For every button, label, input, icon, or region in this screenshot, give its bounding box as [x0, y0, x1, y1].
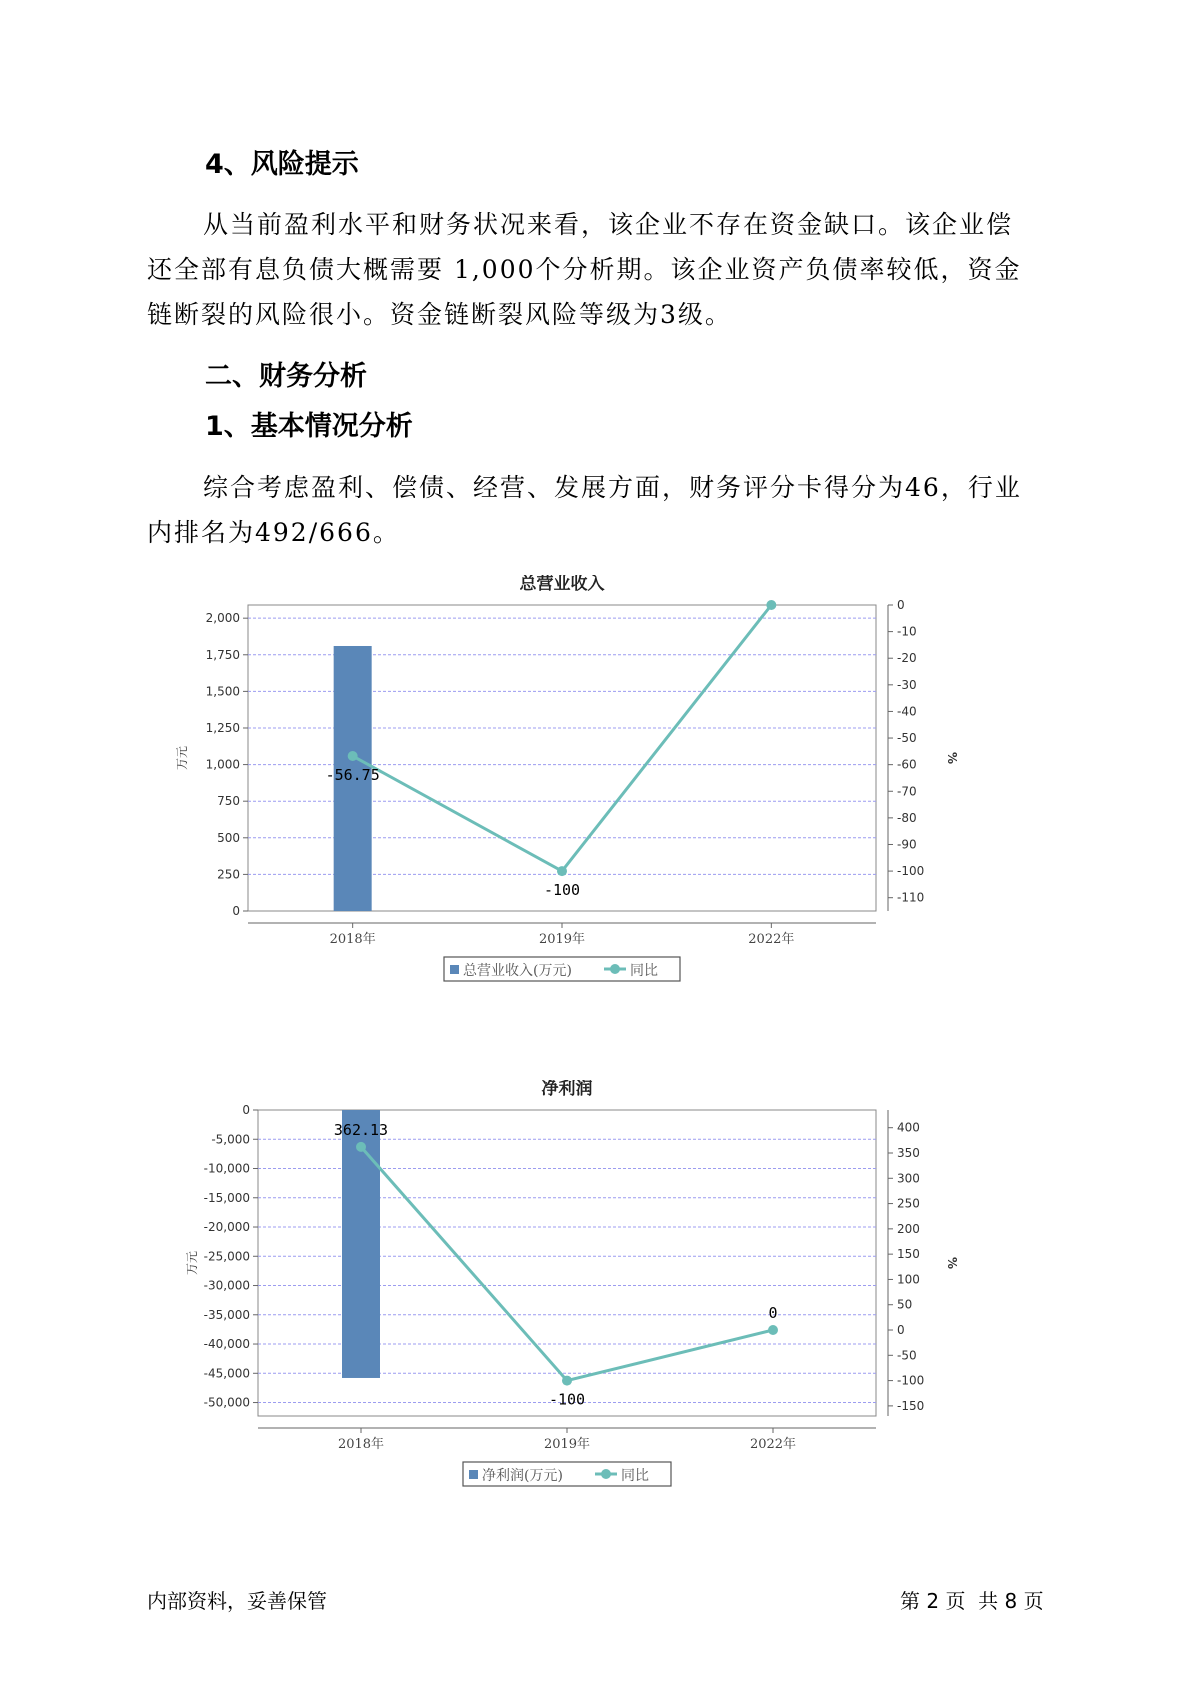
risk-paragraph: [147, 202, 1047, 337]
legend-bar-swatch: [450, 965, 459, 974]
legend-line-marker: [601, 1469, 611, 1479]
y-tick-label: 0: [242, 1103, 250, 1117]
revenue-chart: [170, 575, 1050, 1035]
y-tick-label: 1,750: [205, 647, 240, 662]
y-tick-label: -45,000: [203, 1366, 250, 1381]
y-tick-label: -30,000: [203, 1278, 250, 1293]
y-tick-label: -20,000: [203, 1220, 250, 1235]
y2-tick-label: 400: [897, 1120, 920, 1135]
y-tick-label: -25,000: [203, 1249, 250, 1264]
net-profit-chart-svg: [170, 1080, 1050, 1540]
legend-line-label: 同比: [630, 963, 658, 979]
y2-tick-label: 350: [897, 1145, 920, 1160]
y2-tick-label: -90: [897, 837, 917, 852]
data-label: 362.13: [333, 1120, 389, 1139]
y-axis-label: 万元: [185, 1250, 199, 1276]
basic-analysis-heading: 1、基本情况分析: [205, 411, 413, 442]
y2-tick-label: 0: [897, 1323, 905, 1338]
line-point: [356, 1142, 366, 1152]
y-tick-label: 1,500: [205, 684, 240, 699]
net-profit-chart: [170, 1080, 1050, 1540]
y2-tick-label: -50: [897, 1348, 917, 1363]
revenue-chart-svg: [170, 575, 1050, 1035]
score-line-2: 内排名为492/666。: [147, 518, 400, 547]
y2-tick-label: -60: [897, 757, 917, 772]
chart-title: 净利润: [541, 1080, 593, 1099]
y2-tick-label: -80: [897, 810, 917, 825]
y2-tick-label: 50: [897, 1297, 913, 1312]
y2-tick-label: -20: [897, 651, 917, 666]
y2-tick-label: 100: [897, 1272, 920, 1287]
score-line-1: 综合考虑盈利、偿债、经营、发展方面，财务评分卡得分为46，行业: [203, 473, 1022, 502]
footer-confidential: 内部资料，妥善保管: [147, 1589, 327, 1613]
y2-axis-label: %: [945, 751, 959, 765]
y-tick-label: 750: [217, 794, 240, 809]
data-label: -56.75: [325, 766, 380, 785]
y2-tick-label: -10: [897, 624, 917, 639]
y2-tick-label: -50: [897, 731, 917, 746]
y-axis-label: 万元: [175, 745, 189, 771]
x-tick-label: 2018年: [329, 932, 376, 947]
data-label: -100: [548, 1390, 586, 1409]
y-tick-label: -35,000: [203, 1307, 250, 1322]
y2-tick-label: -100: [897, 1373, 925, 1388]
x-tick-label: 2022年: [748, 932, 795, 947]
line-point: [348, 751, 358, 761]
y-tick-label: 2,000: [205, 611, 240, 626]
score-paragraph: [147, 465, 1047, 555]
y2-tick-label: 300: [897, 1171, 920, 1186]
y-tick-label: -50,000: [203, 1395, 250, 1410]
line-point: [766, 600, 776, 610]
line-point: [562, 1376, 572, 1386]
y2-tick-label: -70: [897, 784, 917, 799]
y2-tick-label: 0: [897, 598, 905, 612]
risk-line-1: 从当前盈利水平和财务状况来看，该企业不存在资金缺口。该企业偿: [203, 210, 1014, 239]
risk-line-2: 还全部有息负债大概需要 1,000个分析期。该企业资产负债率较低，资金: [147, 255, 1022, 284]
legend-line-label: 同比: [621, 1468, 649, 1484]
legend-bar-swatch: [469, 1470, 478, 1479]
footer-page-number: 第 2 页 共 8 页: [900, 1589, 1044, 1613]
y2-tick-label: -30: [897, 677, 917, 692]
data-label: 0: [768, 1304, 778, 1323]
x-tick-label: 2019年: [538, 932, 586, 947]
y2-tick-label: -40: [897, 704, 917, 719]
section-4-heading: 4、风险提示: [205, 149, 359, 180]
y-tick-label: -40,000: [203, 1337, 250, 1352]
y-tick-label: -15,000: [203, 1190, 250, 1205]
chart-title: 总营业收入: [519, 575, 605, 594]
y-tick-label: -5,000: [211, 1132, 250, 1147]
y2-tick-label: 200: [897, 1221, 920, 1236]
y2-tick-label: -110: [897, 890, 925, 905]
y-tick-label: 1,250: [205, 720, 240, 735]
y-tick-label: -10,000: [203, 1161, 250, 1176]
financial-analysis-heading: 二、财务分析: [205, 361, 367, 392]
legend-bar-label: 总营业收入(万元): [463, 963, 572, 979]
y-tick-label: 0: [232, 904, 240, 918]
risk-line-3: 链断裂的风险很小。资金链断裂风险等级为3级。: [147, 300, 732, 329]
y2-tick-label: -150: [897, 1398, 925, 1413]
y-tick-label: 1,000: [205, 757, 240, 772]
x-tick-label: 2018年: [337, 1437, 385, 1452]
x-tick-label: 2019年: [543, 1437, 591, 1452]
y-tick-label: 250: [217, 867, 240, 882]
data-label: -100: [543, 881, 581, 900]
y2-tick-label: -100: [897, 864, 925, 879]
y2-tick-label: 150: [897, 1247, 920, 1262]
y2-axis-label: %: [945, 1256, 959, 1270]
x-tick-label: 2022年: [749, 1437, 797, 1452]
legend-bar-label: 净利润(万元): [482, 1468, 563, 1484]
line-point: [557, 866, 567, 876]
y-tick-label: 500: [217, 830, 240, 845]
line-point: [768, 1325, 778, 1335]
y2-tick-label: 250: [897, 1196, 920, 1211]
legend-line-marker: [610, 964, 620, 974]
